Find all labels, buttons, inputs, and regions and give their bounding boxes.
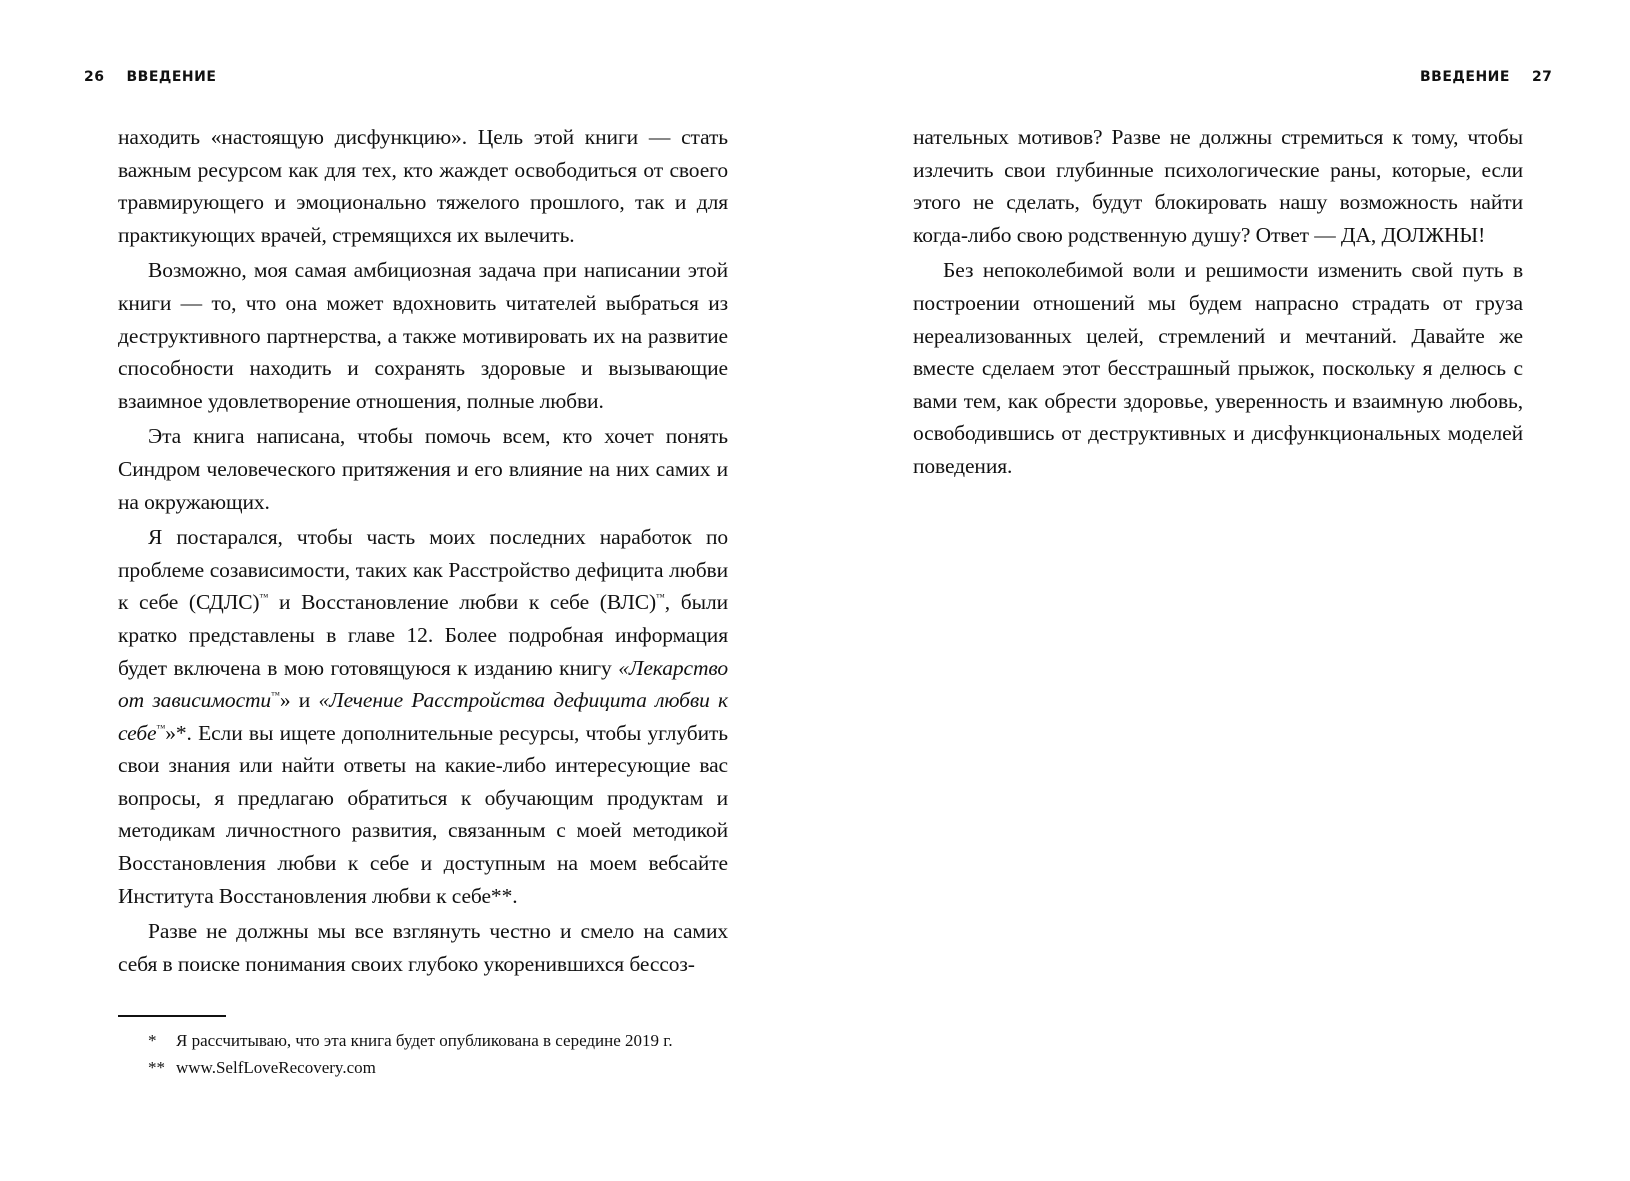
paragraph: Без непоколебимой воли и решимости изменить свой путь в построении отношений мы будем напрасно страдать от груза нереализованных целей, стремлений и мечтаний. Давайте же вместе сделаем этот бесстрашный прыжок, поскольку я делюсь с вами тем, как обрести здоровье, уверенность и взаимную любовь, освободившись от деструктивных и дисфункциональных моделей поведения. [913,258,1523,478]
footnote [148,1027,748,1054]
left-running-head: ВВЕДЕНИЕ [126,69,217,85]
trademark-mark: ™ [156,722,166,733]
footnotes [148,1027,748,1081]
book-title-italic: «Лечение Расстройства дефицита любви к себе [118,688,728,745]
right-page-number: 27 [1531,69,1553,85]
paragraph: Возможно, моя самая амбициозная задача при написании этой книги — то, что она может вдохновить читателей выбраться из деструктивного партнерства, а также мотивировать их на развитие способности находить и сохранять здоровые и вызывающие взаимное удовлетворение отношения, полные любви. [118,258,728,413]
left-page-header [84,68,216,86]
paragraph: нательных мотивов? Разве не должны стремиться к тому, чтобы излечить свои глубинные психологические раны, которые, если этого не сделать, будут блокировать нашу возможность найти когда-либо свою родственную душу? Ответ — ДА, ДОЛЖНЫ! [913,125,1523,247]
paragraph [118,521,728,912]
left-page-body [118,121,728,980]
text-span: »*. Если вы ищете дополнительные ресурсы, чтобы углубить свои знания или найти ответы на какие-либо интересующие вас вопросы, я предлагаю обратиться к обучающим продуктам и методикам личностного развития, связанным с моей методикой Восстановления любви к себе и доступным на моем вебсайте Института Восстановления любви к себе**. [118,720,728,908]
text-span: » и [279,688,319,713]
text-span: и Восстановление любви к себе (ВЛС) [268,590,657,615]
paragraph: Эта книга написана, чтобы помочь всем, кто хочет понять Синдром человеческого притяжения и его влияние на них самих и на окружающих. [118,424,728,514]
trademark-mark: ™ [656,592,665,603]
book-title-italic: «Лекарство от зависимости [118,655,728,713]
footnote [148,1054,748,1081]
paragraph: находить «настоящую дисфункцию». Цель этой книги — стать важным ресурсом как для тех, кто жаждет освободиться от своего травмирующего и эмоционально тяжелого прошлого, так и для практикующих врачей, стремящихся их вылечить. [118,125,728,247]
footnote-mark: ** [148,1058,165,1077]
text-span: , были кратко представлены в главе 12. Более подробная информация будет включена в мою готовящуюся к изданию книгу [118,590,728,680]
text-span: Я постарался, чтобы часть моих последних наработок по проблеме созависимости, таких как Расстройство дефицита любви к себе (СДЛС) [118,525,728,615]
footnote-text: Я рассчитываю, что эта книга будет опубликована в середине 2019 г. [176,1031,673,1050]
trademark-mark: ™ [259,592,269,603]
footnote-divider [118,1015,226,1017]
right-page-header [1420,68,1552,86]
right-running-head: ВВЕДЕНИЕ [1420,69,1510,85]
trademark-mark: ™ [271,690,280,701]
footnote-link: www.SelfLoveRecovery.com [176,1058,376,1077]
left-page-number: 26 [84,69,105,85]
paragraph: Разве не должны мы все взглянуть честно и смело на самих себя в поиске понимания своих глубоко укоренившихся бессоз- [118,919,728,976]
right-page-body [913,121,1523,483]
footnote-mark: * [148,1031,157,1050]
